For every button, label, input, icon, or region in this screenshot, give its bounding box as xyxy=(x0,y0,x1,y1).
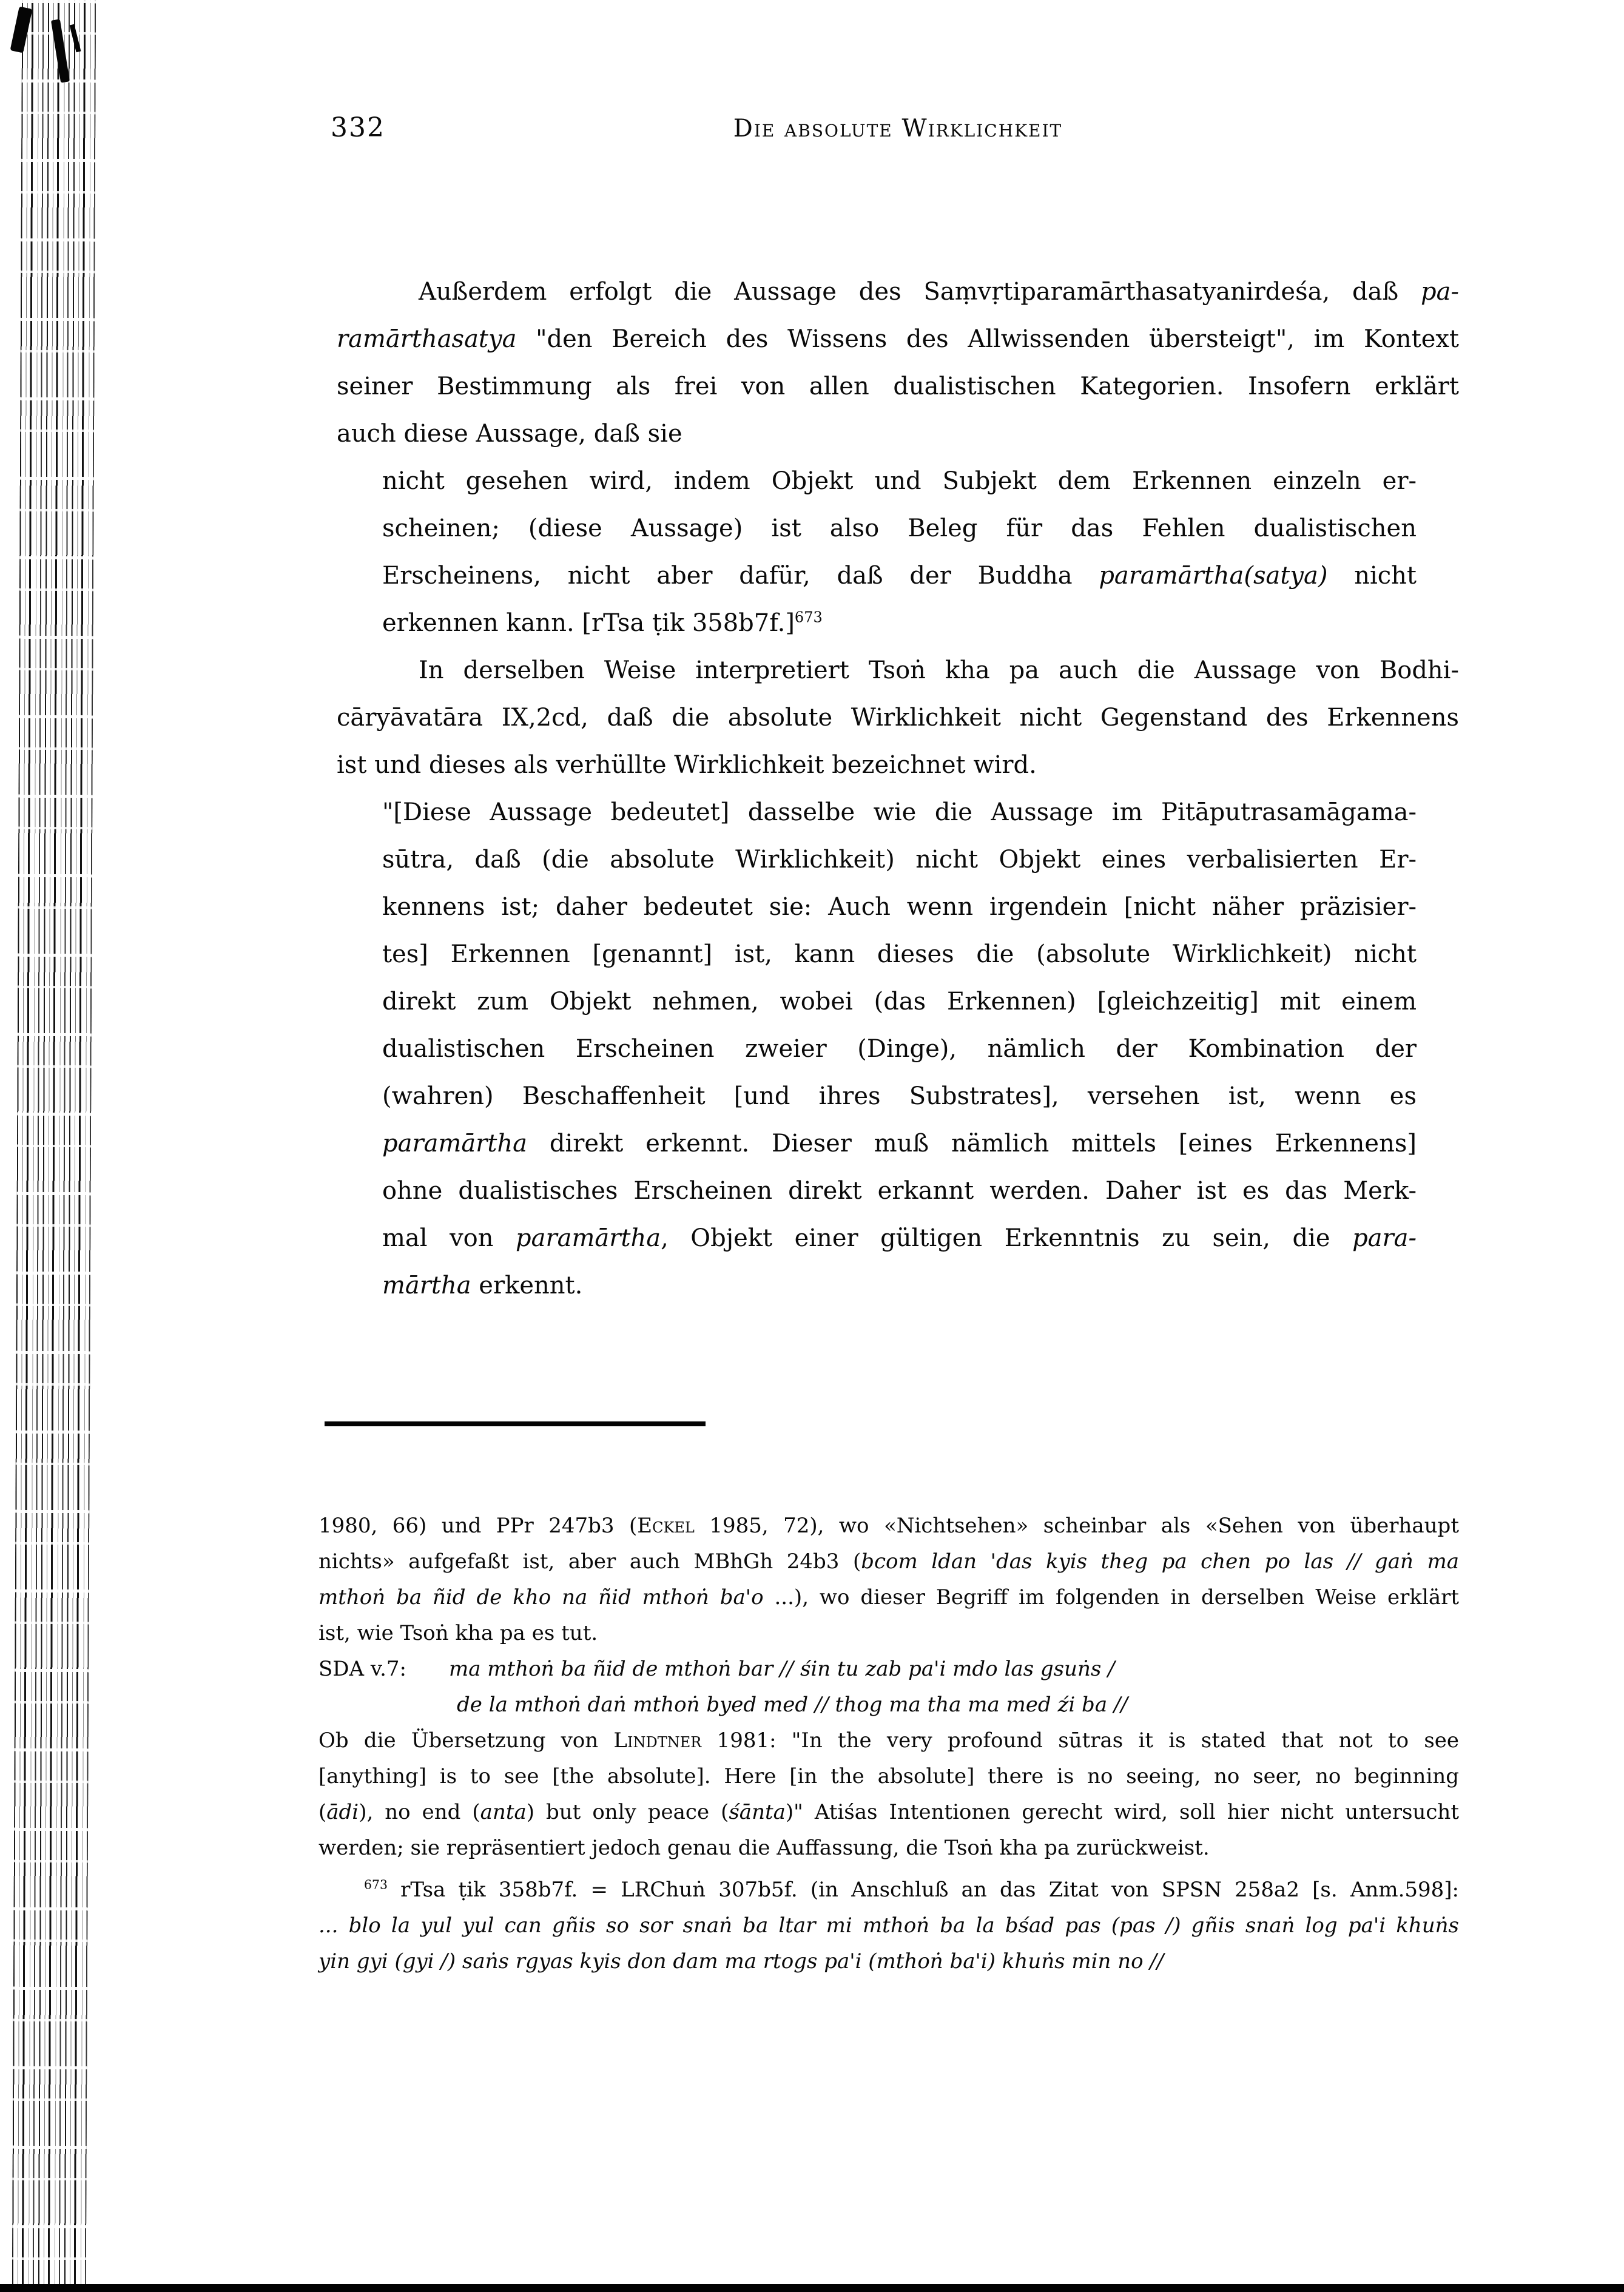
text-segment: Lindtner xyxy=(613,1728,702,1753)
text-segment: nicht gesehen wird, indem Objekt und Subjekt dem Erkennen einzeln er- xyxy=(382,467,1417,495)
quote-line xyxy=(382,1262,1417,1309)
body-line xyxy=(337,694,1459,741)
quote-line xyxy=(382,789,1417,836)
quote-line xyxy=(382,1215,1417,1262)
quote-line xyxy=(382,883,1417,931)
footnote-line xyxy=(318,1508,1459,1544)
text-segment: pa- xyxy=(1421,278,1459,306)
text-segment: ādi xyxy=(326,1800,359,1824)
quote-line xyxy=(382,505,1417,552)
text-segment: erkennt. xyxy=(471,1272,583,1299)
text-segment: erkennen kann. [rTsa ṭik 358b7f.] xyxy=(382,609,795,637)
quote-line xyxy=(382,1167,1417,1215)
footnote-line xyxy=(318,1944,1459,1980)
page-number: 332 xyxy=(331,112,385,143)
text-segment: tes] Erkennen [genannt] ist, kann dieses die (absolute Wirklichkeit) nicht xyxy=(382,940,1417,968)
text-segment: de la mthoṅ daṅ mthoṅ byed med // thog ma tha ma med źi ba // xyxy=(457,1693,1128,1717)
text-segment: Außerdem erfolgt die Aussage des Saṃvṛtiparamārthasatyanirdeśa, daß xyxy=(419,278,1421,306)
body-line xyxy=(337,268,1459,315)
text-segment: 673 xyxy=(794,608,823,626)
text-segment: ma mthoṅ ba ñid de mthoṅ bar // śin tu zab pa'i mdo las gsuṅs / xyxy=(448,1657,1115,1681)
page-content xyxy=(318,112,1460,1980)
text-segment: Erscheinens, nicht aber dafür, daß der Buddha xyxy=(382,562,1099,590)
quote-line xyxy=(382,552,1417,599)
body-line xyxy=(337,741,1459,789)
body-text xyxy=(337,268,1459,1309)
text-segment: , Objekt einer gültigen Erkenntnis zu sein, die xyxy=(661,1224,1353,1252)
text-segment: cāryāvatāra IX,2cd, daß die absolute Wirklichkeit nicht Gegenstand des Erkennens xyxy=(337,704,1459,732)
text-segment: ), no end ( xyxy=(359,1800,480,1824)
footnote-separator-rule xyxy=(325,1421,706,1426)
text-segment: nicht xyxy=(1327,562,1417,590)
text-segment: paramārtha xyxy=(382,1130,528,1158)
text-segment: SDA v.7: xyxy=(318,1657,406,1681)
text-segment: scheinen; (diese Aussage) ist also Beleg für das Fehlen dualistischen xyxy=(382,514,1417,542)
text-segment: ... blo la yul yul can gñis so sor snaṅ ba ltar mi mthoṅ ba la bśad pas (pas /) gñis snaṅ log pa'i khuṅs xyxy=(318,1913,1459,1938)
text-segment: rTsa ṭik 358b7f. = LRChuṅ 307b5f. (in Anschluß an das Zitat von SPSN 258a2 [s. Anm.598]: xyxy=(387,1878,1459,1902)
text-segment: seiner Bestimmung als frei von allen dualistischen Kategorien. Insofern erklärt xyxy=(337,372,1459,400)
quote-line xyxy=(382,836,1417,883)
quote-line xyxy=(382,599,1417,647)
quote-line xyxy=(382,978,1417,1025)
text-segment: werden; sie repräsentiert jedoch genau die Auffassung, die Tsoṅ kha pa zurückweist. xyxy=(318,1836,1210,1860)
scan-bottom-bar xyxy=(0,2284,1624,2292)
text-segment: ist und dieses als verhüllte Wirklichkeit bezeichnet wird. xyxy=(337,751,1037,779)
quote-line xyxy=(382,1025,1417,1073)
text-segment: yin gyi (gyi /) saṅs rgyas kyis don dam ma rtogs pa'i (mthoṅ ba'i) khuṅs min no // xyxy=(318,1949,1164,1973)
text-segment: para- xyxy=(1352,1224,1417,1252)
text-segment: mārtha xyxy=(382,1272,471,1299)
quote-line xyxy=(382,1120,1417,1167)
footnote-line xyxy=(318,1616,1459,1651)
running-header: Die absolute Wirklichkeit xyxy=(733,115,1063,143)
text-segment: )" Atiśas Intentionen gerecht wird, soll hier nicht untersucht xyxy=(785,1800,1459,1824)
quote-line xyxy=(382,457,1417,505)
text-segment: Eckel xyxy=(637,1514,695,1538)
text-segment: śānta xyxy=(729,1800,786,1824)
text-segment: anta xyxy=(480,1800,527,1824)
text-segment: direkt erkennt. Dieser muß nämlich mittels [eines Erkennens] xyxy=(527,1130,1417,1158)
footnote-verse-line xyxy=(318,1651,1459,1687)
quote-line xyxy=(382,1073,1417,1120)
footnote-line xyxy=(318,1908,1459,1944)
text-segment: ( xyxy=(318,1800,327,1824)
text-segment: 1985, 72), wo «Nichtsehen» scheinbar als «Sehen von überhaupt xyxy=(694,1514,1459,1538)
text-segment: 1981: "In the very profound sūtras it is stated that not to see xyxy=(701,1728,1460,1753)
text-segment: ...), wo dieser Begriff im folgenden in derselben Weise erklärt xyxy=(763,1585,1460,1609)
footnote-line xyxy=(318,1580,1459,1616)
text-segment: nichts» aufgefaßt ist, aber auch MBhGh 24b3 ( xyxy=(318,1549,861,1574)
text-segment: auch diese Aussage, daß sie xyxy=(337,420,682,448)
footnote-verse-line xyxy=(318,1687,1459,1723)
text-segment: ) but only peace ( xyxy=(526,1800,729,1824)
scan-artifact-band xyxy=(12,0,96,2292)
text-segment: [anything] is to see [the absolute]. Here [in the absolute] there is no seeing, no seer, no beginning xyxy=(318,1764,1459,1788)
text-segment: In derselben Weise interpretiert Tsoṅ kha pa auch die Aussage von Bodhi- xyxy=(419,656,1459,684)
footnote-line xyxy=(318,1872,1459,1908)
text-segment: 1980, 66) und PPr 247b3 ( xyxy=(318,1514,638,1538)
footnote-line xyxy=(318,1759,1459,1795)
text-segment: kennens ist; daher bedeutet sie: Auch wenn irgendein [nicht näher präzisier- xyxy=(382,893,1417,921)
text-segment: mal von xyxy=(382,1224,516,1252)
text-segment: sūtra, daß (die absolute Wirklichkeit) nicht Objekt eines verbalisierten Er- xyxy=(382,846,1417,874)
text-segment: ohne dualistisches Erscheinen direkt erkannt werden. Daher ist es das Merk- xyxy=(382,1177,1417,1205)
footnote-line xyxy=(318,1795,1459,1830)
text-segment: paramārtha(satya) xyxy=(1099,562,1328,590)
text-segment: "[Diese Aussage bedeutet] dasselbe wie die Aussage im Pitāputrasamāgama- xyxy=(382,798,1417,826)
body-line xyxy=(337,647,1459,694)
footnotes-block xyxy=(318,1508,1459,1980)
text-segment: ist, wie Tsoṅ kha pa es tut. xyxy=(318,1621,598,1645)
text-segment: (wahren) Beschaffenheit [und ihres Substrates], versehen ist, wenn es xyxy=(382,1082,1417,1110)
text-segment: Ob die Übersetzung von xyxy=(318,1728,614,1753)
text-segment: 673 xyxy=(364,1877,388,1892)
quote-line xyxy=(382,931,1417,978)
body-line xyxy=(337,363,1459,410)
text-segment: direkt zum Objekt nehmen, wobei (das Erkennen) [gleichzeitig] mit einem xyxy=(382,988,1417,1016)
body-line xyxy=(337,410,1459,457)
footnote-line xyxy=(318,1544,1459,1580)
body-line xyxy=(337,315,1459,363)
text-segment: paramārtha xyxy=(516,1224,661,1252)
text-segment: dualistischen Erscheinen zweier (Dinge), nämlich der Kombination der xyxy=(382,1035,1417,1063)
text-segment: bcom ldan 'das kyis theg pa chen po las // gaṅ ma xyxy=(861,1549,1459,1574)
footnote-line xyxy=(318,1723,1459,1759)
text-segment: "den Bereich des Wissens des Allwissenden übersteigt", im Kontext xyxy=(516,325,1459,353)
text-segment: ramārthasatya xyxy=(337,325,517,353)
footnote-line xyxy=(318,1830,1459,1866)
page-header xyxy=(331,112,1459,150)
text-segment: mthoṅ ba ñid de kho na ñid mthoṅ ba'o xyxy=(318,1585,764,1609)
